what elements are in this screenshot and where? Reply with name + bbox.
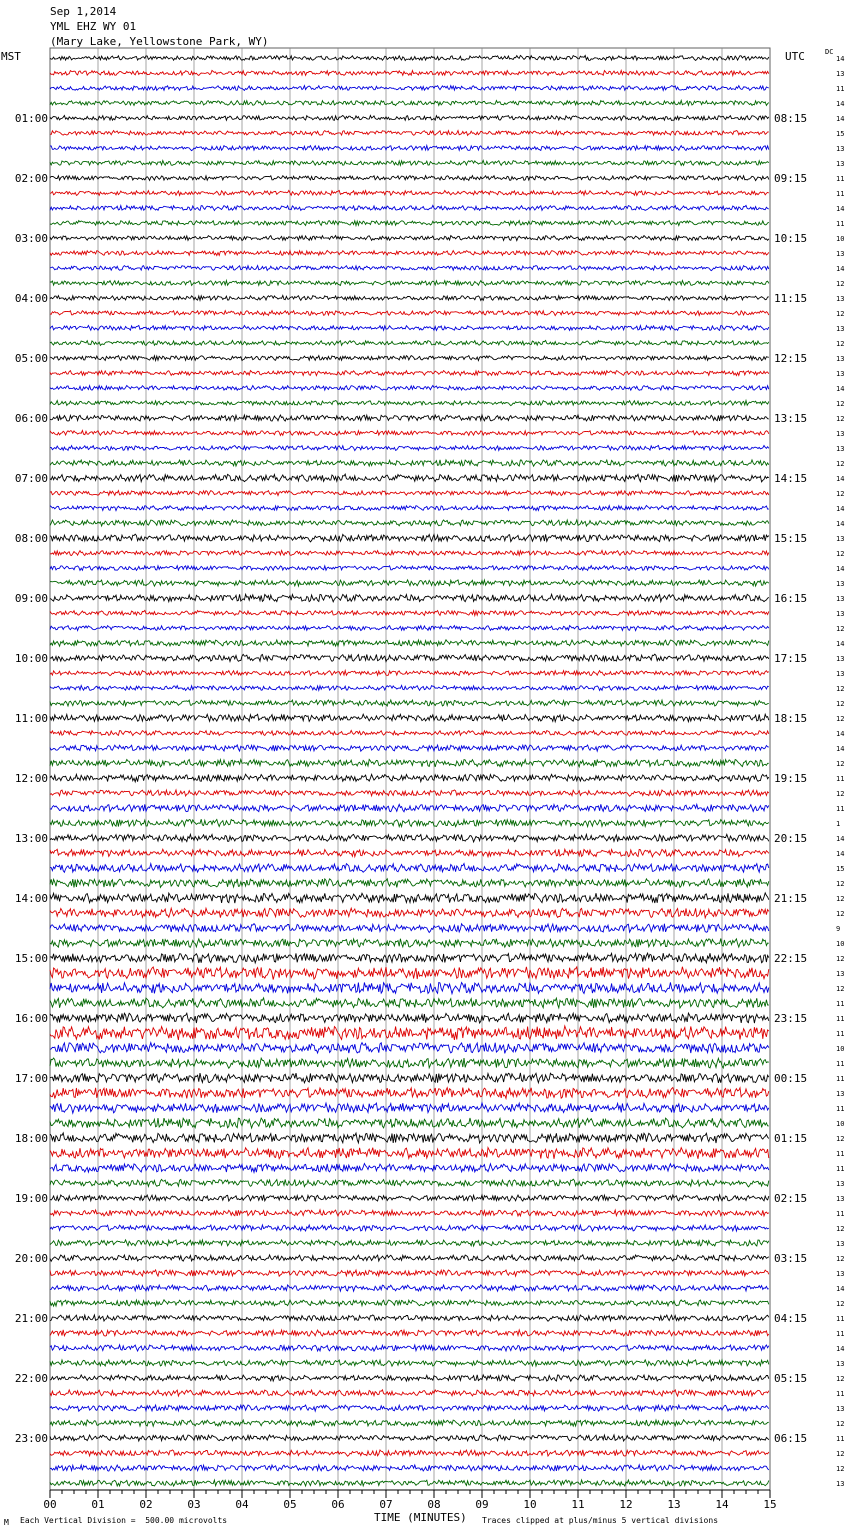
trace-row (50, 131, 769, 136)
trace-row (50, 491, 769, 496)
left-timezone-label: MST (1, 50, 21, 63)
trace-row (50, 1315, 769, 1321)
corner-mark: M (4, 1518, 9, 1527)
dc-offset-value: 11 (836, 1060, 845, 1068)
dc-offset-value: 13 (836, 160, 845, 168)
trace-row (50, 1013, 769, 1023)
trace-row (50, 534, 769, 542)
right-hour-label: 09:15 (774, 172, 808, 185)
left-hour-label: 18:00 (14, 1132, 48, 1145)
right-hour-label: 06:15 (774, 1432, 808, 1445)
dc-offset-value: 12 (836, 700, 845, 708)
right-hour-label: 14:15 (774, 472, 808, 485)
x-tick-label: 05 (283, 1498, 297, 1511)
x-tick-label: 14 (715, 1498, 729, 1511)
trace-row (50, 506, 769, 511)
dc-offset-value: 12 (836, 280, 845, 288)
dc-offset-value: 12 (836, 1465, 845, 1473)
trace-row (50, 1390, 769, 1396)
dc-offset-value: 13 (836, 1090, 845, 1098)
dc-offset-value: 14 (836, 730, 845, 738)
trace-row (50, 654, 769, 661)
dc-offset-value: 12 (836, 760, 845, 768)
dc-offset-value: 14 (836, 205, 845, 213)
right-hour-label: 01:15 (774, 1132, 808, 1145)
dc-offset-value: 14 (836, 115, 845, 123)
right-hour-label: 00:15 (774, 1072, 808, 1085)
dc-offset-value: 13 (836, 655, 845, 663)
dc-offset-value: 12 (836, 1450, 845, 1458)
trace-row (50, 1088, 769, 1099)
dc-offset-value: 12 (836, 1420, 845, 1428)
trace-row (50, 864, 769, 873)
dc-offset-value: 14 (836, 640, 845, 648)
trace-row (50, 924, 769, 933)
left-hour-label: 03:00 (14, 232, 48, 245)
trace-row (50, 640, 769, 646)
trace-row (50, 86, 769, 91)
dc-offset-value: 12 (836, 400, 845, 408)
trace-row (50, 1026, 769, 1040)
trace-row (50, 70, 769, 75)
dc-offset-value: 14 (836, 850, 845, 858)
trace-row (50, 759, 769, 767)
dc-offset-value: 13 (836, 1480, 845, 1488)
dc-offset-value: 13 (836, 1240, 845, 1248)
dc-offset-value: 11 (836, 190, 845, 198)
trace-row (50, 671, 769, 676)
scale-note: Each Vertical Division = 500.00 microvolts (20, 1516, 228, 1525)
dc-offset-value: 13 (836, 670, 845, 678)
dc-offset-value: 14 (836, 505, 845, 513)
dc-offset-value: 13 (836, 145, 845, 153)
dc-offset-value: 14 (836, 835, 845, 843)
x-tick-label: 13 (667, 1498, 681, 1511)
x-tick-label: 02 (139, 1498, 153, 1511)
trace-row (50, 1330, 769, 1336)
x-tick-label: 03 (187, 1498, 201, 1511)
dc-offset-value: 14 (836, 1285, 845, 1293)
station-location: (Mary Lake, Yellowstone Park, WY) (50, 35, 269, 48)
trace-row (50, 415, 769, 421)
trace-row (50, 982, 769, 993)
right-hour-label: 16:15 (774, 592, 808, 605)
trace-row (50, 1118, 769, 1128)
trace-row (50, 550, 769, 555)
dc-offset-value: 15 (836, 130, 845, 138)
dc-offset-value: 11 (836, 775, 845, 783)
dc-offset-value: 12 (836, 1225, 845, 1233)
dc-offset-value: 13 (836, 1360, 845, 1368)
right-hour-label: 22:15 (774, 952, 808, 965)
dc-offset-value: 14 (836, 565, 845, 573)
right-hour-label: 08:15 (774, 112, 808, 125)
trace-row (50, 967, 769, 980)
left-hour-label: 06:00 (14, 412, 48, 425)
dc-offset-value: 10 (836, 1120, 845, 1128)
dc-offset-value: 12 (836, 895, 845, 903)
time-axis (43, 1490, 776, 1511)
trace-row (50, 176, 769, 181)
dc-offset-value: 13 (836, 1195, 845, 1203)
right-hour-label: 23:15 (774, 1012, 808, 1025)
station-code: YML EHZ WY 01 (50, 20, 137, 33)
left-hour-label: 02:00 (14, 172, 48, 185)
left-hour-label: 08:00 (14, 532, 48, 545)
trace-row (50, 281, 769, 286)
trace-row (50, 386, 769, 391)
dc-offset-value: 12 (836, 1300, 845, 1308)
trace-row (50, 295, 769, 300)
trace-row (50, 1043, 769, 1054)
trace-row (50, 1375, 769, 1381)
right-hour-label: 17:15 (774, 652, 808, 665)
dc-offset-value: 11 (836, 1150, 845, 1158)
trace-row (50, 266, 769, 271)
trace-row (50, 191, 769, 196)
trace-row (50, 685, 769, 690)
trace-row (50, 1405, 769, 1411)
dc-offset-value: 14 (836, 100, 845, 108)
left-hour-label: 16:00 (14, 1012, 48, 1025)
trace-row (50, 580, 769, 586)
dc-offset-value: 12 (836, 490, 845, 498)
trace-row (50, 893, 769, 903)
dc-offset-value: 12 (836, 1375, 845, 1383)
trace-row (50, 610, 769, 615)
dc-offset-value: 11 (836, 175, 845, 183)
trace-row (50, 1285, 769, 1291)
dc-offset-value: 13 (836, 1405, 845, 1413)
trace-row (50, 446, 769, 451)
left-hour-label: 23:00 (14, 1432, 48, 1445)
trace-row (50, 520, 769, 526)
trace-row (50, 1255, 769, 1261)
trace-row (50, 1133, 769, 1143)
trace-row (50, 340, 769, 345)
left-hour-label: 05:00 (14, 352, 48, 365)
x-tick-label: 01 (91, 1498, 105, 1511)
dc-offset-value: 13 (836, 250, 845, 258)
trace-row (50, 566, 769, 571)
left-hour-label: 04:00 (14, 292, 48, 305)
x-tick-label: 04 (235, 1498, 249, 1511)
trace-row (50, 401, 769, 406)
plot-date: Sep 1,2014 (50, 5, 117, 18)
trace-row (50, 879, 769, 888)
trace-row (50, 1179, 769, 1187)
dc-offset-value: 1 (836, 820, 841, 828)
left-hour-label: 13:00 (14, 832, 48, 845)
trace-row (50, 908, 769, 918)
left-hour-label: 20:00 (14, 1252, 48, 1265)
trace-row (50, 1240, 769, 1246)
left-hour-label: 22:00 (14, 1372, 48, 1385)
dc-offset-value: 13 (836, 610, 845, 618)
dc-offset-value: 12 (836, 715, 845, 723)
dc-offset-value: 14 (836, 385, 845, 393)
dc-offset-value: 13 (836, 970, 845, 978)
dc-offset-value: 12 (836, 460, 845, 468)
dc-offset-value: 12 (836, 1135, 845, 1143)
dc-offset-value: 13 (836, 295, 845, 303)
trace-row (50, 311, 769, 316)
dc-offset-value: 13 (836, 355, 845, 363)
right-hour-label: 18:15 (774, 712, 808, 725)
dc-offset-value: 11 (836, 1000, 845, 1008)
left-hour-label: 12:00 (14, 772, 48, 785)
trace-row (50, 116, 769, 121)
dc-offset-value: 12 (836, 550, 845, 558)
dc-offset-value: 10 (836, 235, 845, 243)
dc-offset-value: 14 (836, 520, 845, 528)
trace-row (50, 1225, 769, 1231)
trace-row (50, 146, 769, 151)
dc-offset-value: 11 (836, 1210, 845, 1218)
trace-row (50, 326, 769, 331)
trace-row (50, 205, 769, 210)
trace-row (50, 56, 769, 61)
dc-offset-value: 13 (836, 445, 845, 453)
left-hour-label: 19:00 (14, 1192, 48, 1205)
dc-offset-value: 12 (836, 1255, 845, 1263)
trace-row (50, 160, 769, 165)
trace-row (50, 1195, 769, 1201)
dc-offset-value: 13 (836, 1180, 845, 1188)
x-tick-label: 00 (43, 1498, 57, 1511)
right-hour-label: 03:15 (774, 1252, 808, 1265)
x-tick-label: 09 (475, 1498, 489, 1511)
left-hour-label: 17:00 (14, 1072, 48, 1085)
x-tick-label: 10 (523, 1498, 537, 1511)
dc-offset-value: 11 (836, 1315, 845, 1323)
trace-row (50, 1270, 769, 1276)
trace-row (50, 1465, 769, 1471)
dc-offset-value: 15 (836, 865, 845, 873)
x-tick-label: 15 (763, 1498, 777, 1511)
trace-row (50, 953, 769, 963)
trace-row (50, 251, 769, 256)
trace-row (50, 700, 769, 706)
trace-row (50, 356, 769, 361)
trace-row (50, 1420, 769, 1426)
trace-row (50, 939, 769, 948)
dc-offset-value: 13 (836, 535, 845, 543)
dc-offset-value: 11 (836, 1015, 845, 1023)
trace-row (50, 1058, 769, 1068)
trace-row (50, 998, 769, 1008)
trace-rows (50, 56, 769, 1487)
dc-offset-value: 11 (836, 805, 845, 813)
left-hour-label: 15:00 (14, 952, 48, 965)
right-hour-label: 13:15 (774, 412, 808, 425)
trace-row (50, 236, 769, 241)
x-tick-label: 06 (331, 1498, 345, 1511)
right-hour-label: 15:15 (774, 532, 808, 545)
trace-row (50, 626, 769, 631)
right-timezone-label: UTC (785, 50, 805, 63)
dc-offset-value: 12 (836, 685, 845, 693)
dc-offset-value: 14 (836, 475, 845, 483)
dc-offset-value: 14 (836, 265, 845, 273)
dc-offset-value: 14 (836, 1345, 845, 1353)
dc-offset-value: 14 (836, 55, 845, 63)
dc-offset-value: 11 (836, 1075, 845, 1083)
dc-offset-value: 9 (836, 925, 841, 933)
trace-row (50, 834, 769, 842)
dc-offset-value: 11 (836, 1330, 845, 1338)
right-hour-label: 10:15 (774, 232, 808, 245)
clip-note: Traces clipped at plus/minus 5 vertical divisions (482, 1516, 719, 1525)
dc-offset-value: 12 (836, 310, 845, 318)
trace-row (50, 790, 769, 796)
dc-offset-value: 11 (836, 1105, 845, 1113)
trace-row (50, 730, 769, 735)
trace-row (50, 474, 769, 482)
dc-offset-value: 11 (836, 1390, 845, 1398)
trace-row (50, 1103, 769, 1113)
trace-row (50, 849, 769, 857)
trace-row (50, 221, 769, 226)
left-hour-label: 14:00 (14, 892, 48, 905)
right-hour-label: 12:15 (774, 352, 808, 365)
dc-offset-value: 13 (836, 325, 845, 333)
dc-offset-value: 13 (836, 430, 845, 438)
dc-offset-value: 12 (836, 880, 845, 888)
trace-row (50, 460, 769, 466)
left-hour-label: 01:00 (14, 112, 48, 125)
dc-offset-value: 12 (836, 955, 845, 963)
dc-offset-value: 12 (836, 625, 845, 633)
right-hour-label: 02:15 (774, 1192, 808, 1205)
dc-offset-value: 14 (836, 745, 845, 753)
dc-offset-value: 11 (836, 220, 845, 228)
trace-row (50, 594, 769, 602)
dc-offset-value: 11 (836, 1030, 845, 1038)
dc-offset-value: 13 (836, 595, 845, 603)
x-tick-label: 07 (379, 1498, 393, 1511)
left-hour-label: 07:00 (14, 472, 48, 485)
trace-row (50, 745, 769, 751)
dc-offset-value: 13 (836, 580, 845, 588)
right-hour-label: 11:15 (774, 292, 808, 305)
trace-row (50, 1480, 769, 1486)
left-hour-label: 11:00 (14, 712, 48, 725)
trace-row (50, 101, 769, 106)
dc-offset-value: 13 (836, 1270, 845, 1278)
dc-offset-value: 12 (836, 415, 845, 423)
trace-row (50, 1210, 769, 1216)
trace-row (50, 1360, 769, 1366)
dc-offset-value: 13 (836, 70, 845, 78)
trace-row (50, 1148, 769, 1159)
trace-row (50, 819, 769, 826)
dc-offset-value: 11 (836, 85, 845, 93)
trace-row (50, 1073, 769, 1083)
x-axis-label: TIME (MINUTES) (374, 1511, 467, 1524)
right-hour-label: 04:15 (774, 1312, 808, 1325)
dc-offset-value: 10 (836, 940, 845, 948)
dc-offset-value: 10 (836, 1045, 845, 1053)
trace-row (50, 1345, 769, 1351)
dc-offset-value: 12 (836, 910, 845, 918)
right-hour-label: 21:15 (774, 892, 808, 905)
trace-row (50, 774, 769, 782)
dc-offset-header: DC (825, 48, 834, 56)
dc-offset-value: 11 (836, 1435, 845, 1443)
x-tick-label: 11 (571, 1498, 585, 1511)
left-hour-label: 09:00 (14, 592, 48, 605)
trace-row (50, 714, 769, 721)
left-hour-label: 21:00 (14, 1312, 48, 1325)
trace-row (50, 430, 769, 435)
right-hour-label: 20:15 (774, 832, 808, 845)
right-hour-label: 05:15 (774, 1372, 808, 1385)
trace-row (50, 1435, 769, 1441)
dc-offset-value: 13 (836, 370, 845, 378)
right-hour-label: 19:15 (774, 772, 808, 785)
dc-offset-value: 12 (836, 340, 845, 348)
trace-row (50, 371, 769, 376)
dc-offset-value: 12 (836, 790, 845, 798)
x-tick-label: 12 (619, 1498, 633, 1511)
trace-row (50, 1300, 769, 1306)
x-tick-label: 08 (427, 1498, 441, 1511)
dc-offset-value: 11 (836, 1165, 845, 1173)
trace-row (50, 1450, 769, 1456)
dc-offset-value: 12 (836, 985, 845, 993)
left-hour-label: 10:00 (14, 652, 48, 665)
trace-row (50, 804, 769, 812)
trace-row (50, 1164, 769, 1173)
